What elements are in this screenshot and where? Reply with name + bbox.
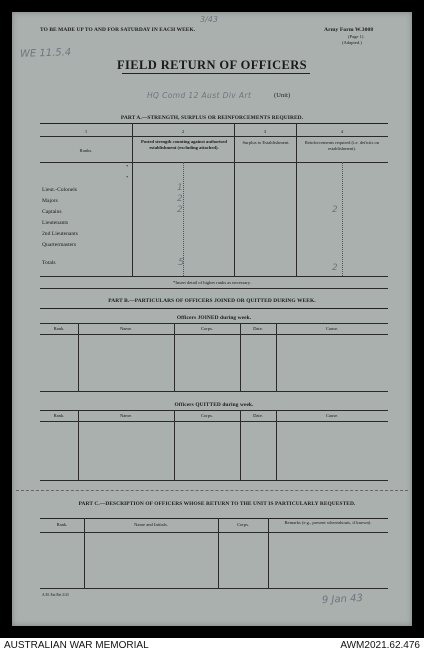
partc-col-remarks: Remarks (e.g., present whereabouts, if known). bbox=[284, 520, 372, 525]
partc-divider-1 bbox=[84, 518, 85, 588]
joined-col-rank: Rank. bbox=[53, 326, 65, 331]
unit-label: (Unit) bbox=[274, 92, 291, 99]
totals-reinf: 2 bbox=[332, 263, 338, 273]
col-divider-3 bbox=[296, 123, 297, 276]
rank-lieutenants: Lieutenants bbox=[42, 220, 69, 226]
col-number-2: 2 bbox=[181, 129, 185, 134]
col-header-posted: Posted strength counting against authorised establishment (excluding attached). bbox=[141, 139, 227, 150]
joined-bottom-rule bbox=[40, 391, 388, 392]
form-sheet bbox=[12, 12, 412, 626]
col-subdivider-4 bbox=[342, 162, 343, 276]
quitted-bottom-rule bbox=[40, 480, 388, 481]
quitted-col-name: Name. bbox=[119, 413, 133, 418]
joined-divider-2 bbox=[174, 323, 175, 391]
quitted-col-date: Date. bbox=[253, 413, 263, 418]
posted-majors: 2 bbox=[177, 194, 183, 204]
part-a-footnote-rule bbox=[40, 288, 388, 289]
quitted-title: Officers QUITTED during week. bbox=[174, 402, 254, 408]
rank-row-2: * bbox=[126, 175, 129, 180]
quitted-header-rule bbox=[40, 421, 388, 422]
quitted-col-corps: Corps. bbox=[200, 413, 214, 418]
part-b-top-rule bbox=[40, 308, 388, 309]
posted-captains: 2 bbox=[177, 205, 183, 215]
col-divider-2 bbox=[234, 123, 235, 276]
col-header-reinf: Reinforcements required (i.e. deficits on establishment). bbox=[304, 140, 380, 151]
part-a-top-rule bbox=[40, 123, 388, 124]
quitted-divider-3 bbox=[240, 410, 241, 480]
rank-quartermasters: Quartermasters bbox=[42, 242, 77, 248]
posted-lieut-colonels: 1 bbox=[177, 183, 183, 193]
col-header-ranks: Ranks. bbox=[79, 148, 93, 153]
partc-header-rule bbox=[40, 532, 388, 533]
rank-row-1: * bbox=[126, 164, 129, 169]
unit-handwritten: HQ Comd 12 Aust Div Art bbox=[147, 91, 252, 100]
joined-divider-3 bbox=[240, 323, 241, 391]
part-a-footnote: *Insert detail of higher ranks as necessary. bbox=[173, 280, 251, 285]
part-a-heading: PART A.—STRENGTH, SURPLUS OR REINFORCEMENTS REQUIRED. bbox=[120, 115, 304, 121]
col-number-4: 4 bbox=[340, 129, 344, 134]
partc-col-name: Name and Initials. bbox=[134, 522, 168, 527]
printer-mark: A.M. Ent Ret 2/43 bbox=[42, 593, 69, 597]
totals-label: Totals bbox=[42, 260, 56, 266]
form-adapted: (Adapted.) bbox=[342, 40, 362, 45]
partc-divider-3 bbox=[268, 518, 269, 588]
title-underline bbox=[122, 73, 310, 74]
quitted-divider-2 bbox=[174, 410, 175, 480]
part-c-top-rule bbox=[40, 518, 388, 519]
quitted-title-rule bbox=[40, 410, 388, 411]
handwritten-date: 9 Jan 43 bbox=[321, 592, 364, 607]
quitted-col-rank: Rank. bbox=[53, 413, 65, 418]
reinf-captains: 2 bbox=[332, 205, 338, 215]
partc-col-corps: Corps. bbox=[236, 522, 250, 527]
part-b-heading: PART B.—PARTICULARS OF OFFICERS JOINED OR QUITTED DURING WEEK. bbox=[108, 298, 316, 304]
joined-col-corps: Corps. bbox=[200, 326, 214, 331]
partc-divider-2 bbox=[218, 518, 219, 588]
footer-institution: AUSTRALIAN WAR MEMORIAL bbox=[4, 640, 149, 651]
joined-divider-1 bbox=[78, 323, 79, 391]
quitted-divider-4 bbox=[276, 410, 277, 480]
joined-header-rule bbox=[40, 334, 388, 335]
partc-col-rank: Rank. bbox=[56, 522, 68, 527]
joined-title: Officers JOINED during week. bbox=[176, 315, 252, 321]
header-rule bbox=[40, 162, 388, 163]
quitted-divider-1 bbox=[78, 410, 79, 480]
top-note: TO BE MADE UP TO AND FOR SATURDAY IN EACH WEEK. bbox=[40, 27, 196, 33]
handwritten-we-stamp: WE 11.5.4 bbox=[19, 47, 72, 60]
handwritten-ref: 3/43 bbox=[200, 15, 218, 24]
col-number-rule bbox=[40, 136, 388, 137]
quitted-col-cause: Cause. bbox=[325, 413, 339, 418]
form-page: (Page 1) bbox=[348, 34, 364, 39]
col-number-3: 3 bbox=[263, 129, 267, 134]
archive-footer bbox=[0, 638, 424, 653]
rank-lieut-colonels: Lieut.-Colonels bbox=[42, 187, 77, 193]
col-divider-1 bbox=[132, 123, 133, 276]
joined-col-name: Name. bbox=[119, 326, 133, 331]
joined-col-date: Date. bbox=[253, 326, 263, 331]
rank-2nd-lieutenants: 2nd Lieutenants bbox=[42, 231, 78, 237]
joined-divider-4 bbox=[276, 323, 277, 391]
joined-title-rule bbox=[40, 323, 388, 324]
col-number-1: 1 bbox=[84, 129, 88, 134]
joined-col-cause: Cause. bbox=[325, 326, 339, 331]
form-title: FIELD RETURN OF OFFICERS bbox=[116, 58, 308, 72]
partc-bottom-rule bbox=[40, 588, 388, 589]
col-header-surplus: Surplus to Establishment. bbox=[242, 140, 290, 145]
rank-majors: Majors bbox=[42, 198, 58, 204]
perforation-line bbox=[16, 490, 408, 491]
part-a-bottom-rule bbox=[40, 276, 388, 277]
footer-accession: AWM2021.62.476 bbox=[340, 640, 420, 651]
totals-posted: 5 bbox=[178, 257, 185, 268]
form-id: Army Form W.3008 bbox=[324, 27, 374, 33]
part-c-heading: PART C.—DESCRIPTION OF OFFICERS WHOSE RETURN TO THE UNIT IS PARTICULARLY REQUESTED. bbox=[78, 501, 356, 507]
rank-captains: Captains bbox=[42, 209, 62, 215]
